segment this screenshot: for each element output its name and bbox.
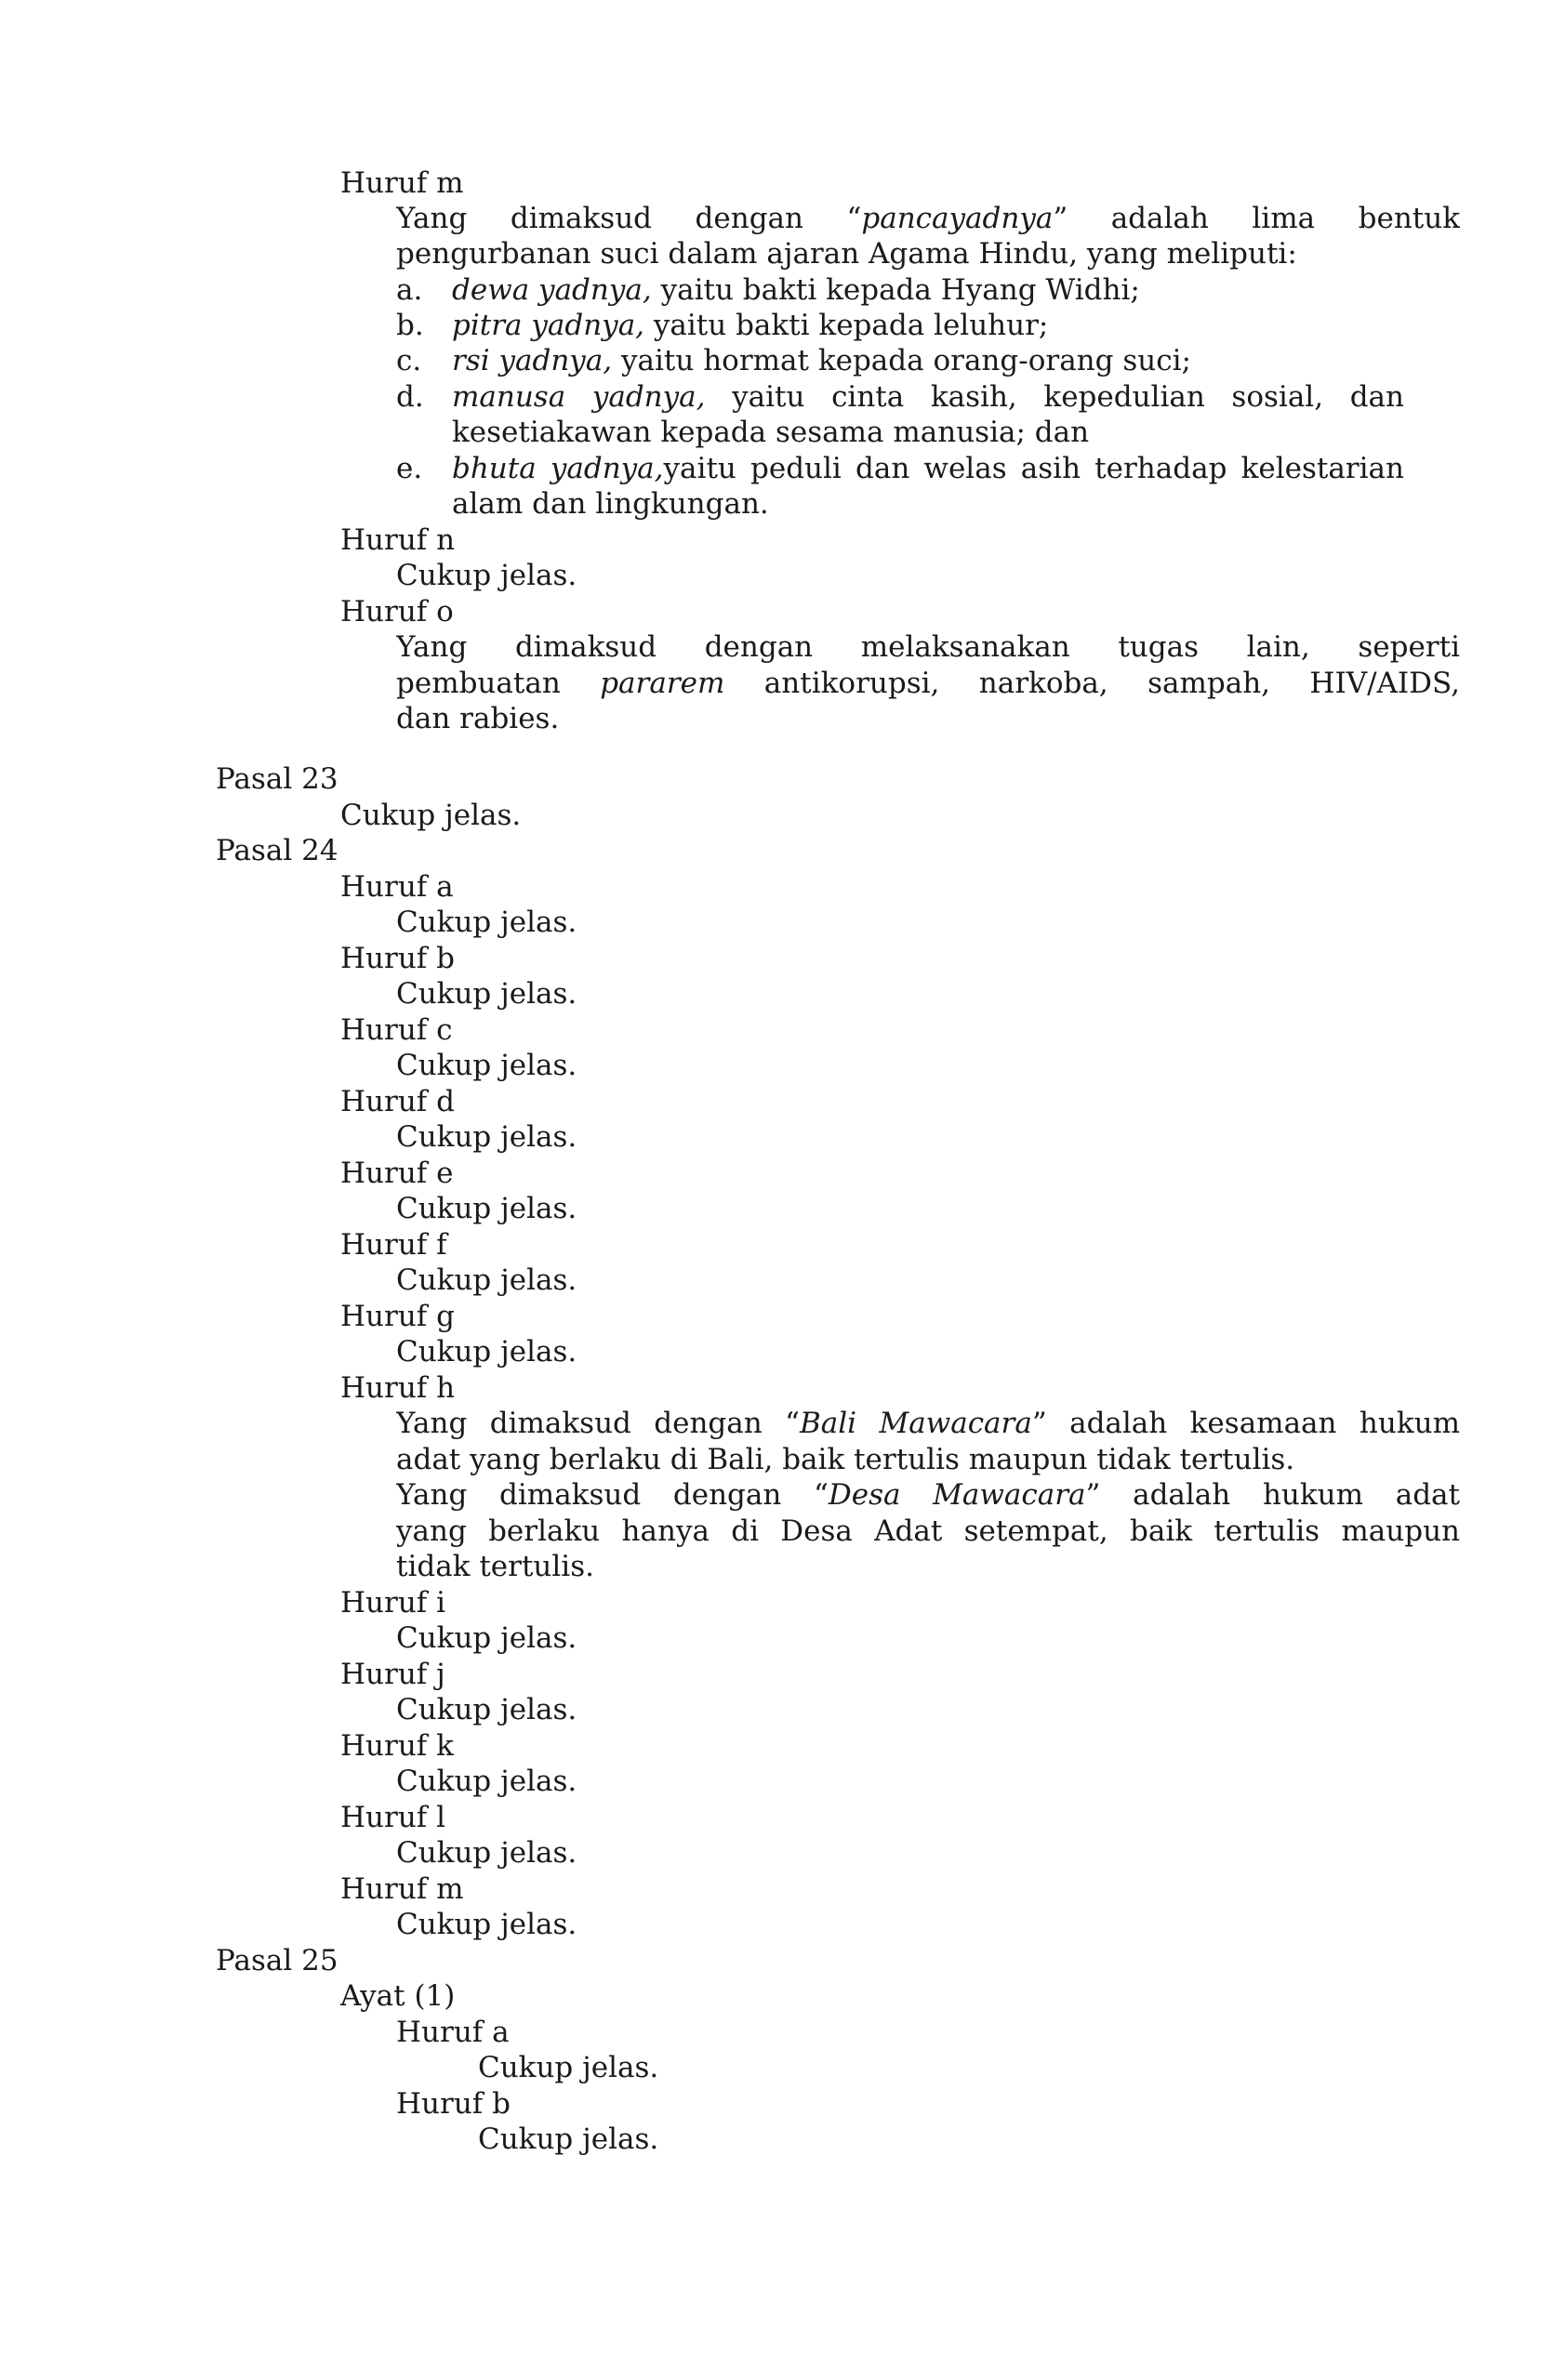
list-item: bhuta yadnya,yaitu peduli dan welas asih terhadap kelestarian: [452, 452, 1404, 485]
huruf-label: Huruf g: [340, 1300, 455, 1333]
list-item-continuation: alam dan lingkungan.: [452, 487, 769, 521]
huruf-label: Huruf i: [340, 1586, 446, 1620]
huruf-h-para-2-line-3: tidak tertulis.: [396, 1550, 594, 1583]
huruf-text: Cukup jelas.: [396, 1908, 577, 1941]
list-item: dewa yadnya, yaitu bakti kepada Hyang Widhi;: [452, 273, 1140, 307]
huruf-label: Huruf b: [340, 942, 455, 975]
huruf-text: Cukup jelas.: [478, 2051, 659, 2084]
list-item-marker: c.: [396, 344, 422, 377]
huruf-h-para-2-line-1: Yang dimaksud dengan “Desa Mawacara” adalah hukum adat: [396, 1478, 1460, 1512]
list-item: manusa yadnya, yaitu cinta kasih, kepedulian sosial, dan: [452, 380, 1404, 414]
pasal-23-text: Cukup jelas.: [340, 799, 522, 832]
huruf-text: Cukup jelas.: [396, 1765, 577, 1798]
huruf-o-line-1: Yang dimaksud dengan melaksanakan tugas lain, seperti: [396, 630, 1460, 664]
huruf-label: Huruf a: [340, 870, 454, 904]
list-item-continuation: kesetiakawan kepada sesama manusia; dan: [452, 416, 1090, 449]
huruf-text: Cukup jelas.: [478, 2122, 659, 2156]
huruf-o-label: Huruf o: [340, 595, 454, 628]
list-item-marker: d.: [396, 380, 424, 414]
huruf-text: Cukup jelas.: [396, 977, 577, 1011]
list-item: rsi yadnya, yaitu hormat kepada orang-orang suci;: [452, 344, 1191, 377]
pasal-23-heading: Pasal 23: [216, 762, 338, 796]
huruf-text: Cukup jelas.: [396, 1049, 577, 1082]
huruf-label: Huruf f: [340, 1228, 447, 1262]
list-item-marker: e.: [396, 452, 423, 485]
huruf-label: Huruf e: [340, 1157, 454, 1190]
ayat-1-label: Ayat (1): [340, 1979, 456, 2013]
huruf-text: Cukup jelas.: [396, 1836, 577, 1870]
huruf-text: Cukup jelas.: [396, 1120, 577, 1154]
huruf-label: Huruf k: [340, 1729, 454, 1763]
huruf-m-intro-line-2: pengurbanan suci dalam ajaran Agama Hindu, yang meliputi:: [396, 237, 1297, 271]
huruf-text: Cukup jelas.: [396, 1192, 577, 1225]
huruf-label: Huruf d: [340, 1085, 455, 1118]
pasal-25-heading: Pasal 25: [216, 1944, 338, 1977]
huruf-label: Huruf b: [396, 2087, 511, 2121]
list-item-marker: b.: [396, 309, 424, 342]
huruf-text: Cukup jelas.: [396, 1693, 577, 1726]
huruf-label: Huruf m: [340, 1872, 464, 1906]
huruf-o-line-2: pembuatan pararem antikorupsi, narkoba, sampah, HIV/AIDS,: [396, 667, 1460, 700]
huruf-text: Cukup jelas.: [396, 1335, 577, 1368]
huruf-n-label: Huruf n: [340, 523, 456, 557]
huruf-label: Huruf l: [340, 1801, 446, 1834]
huruf-text: Cukup jelas.: [396, 1621, 577, 1655]
huruf-m-label: Huruf m: [340, 166, 464, 200]
huruf-n-text: Cukup jelas.: [396, 559, 577, 592]
list-item-marker: a.: [396, 273, 423, 307]
huruf-h-para-2-line-2: yang berlaku hanya di Desa Adat setempat, baik tertulis maupun: [396, 1514, 1460, 1548]
huruf-label: Huruf a: [396, 2016, 510, 2049]
list-item: pitra yadnya, yaitu bakti kepada leluhur;: [452, 309, 1049, 342]
huruf-h-para-1-line-2: adat yang berlaku di Bali, baik tertulis maupun tidak tertulis.: [396, 1443, 1295, 1476]
huruf-m-intro-line-1: Yang dimaksud dengan “pancayadnya” adalah lima bentuk: [396, 202, 1460, 235]
huruf-label: Huruf c: [340, 1013, 453, 1047]
huruf-text: Cukup jelas.: [396, 906, 577, 939]
pasal-24-heading: Pasal 24: [216, 834, 338, 867]
huruf-text: Cukup jelas.: [396, 1263, 577, 1297]
huruf-label: Huruf j: [340, 1658, 445, 1691]
huruf-h-label: Huruf h: [340, 1371, 456, 1405]
huruf-h-para-1-line-1: Yang dimaksud dengan “Bali Mawacara” adalah kesamaan hukum: [396, 1407, 1460, 1440]
huruf-o-line-3: dan rabies.: [396, 702, 560, 735]
